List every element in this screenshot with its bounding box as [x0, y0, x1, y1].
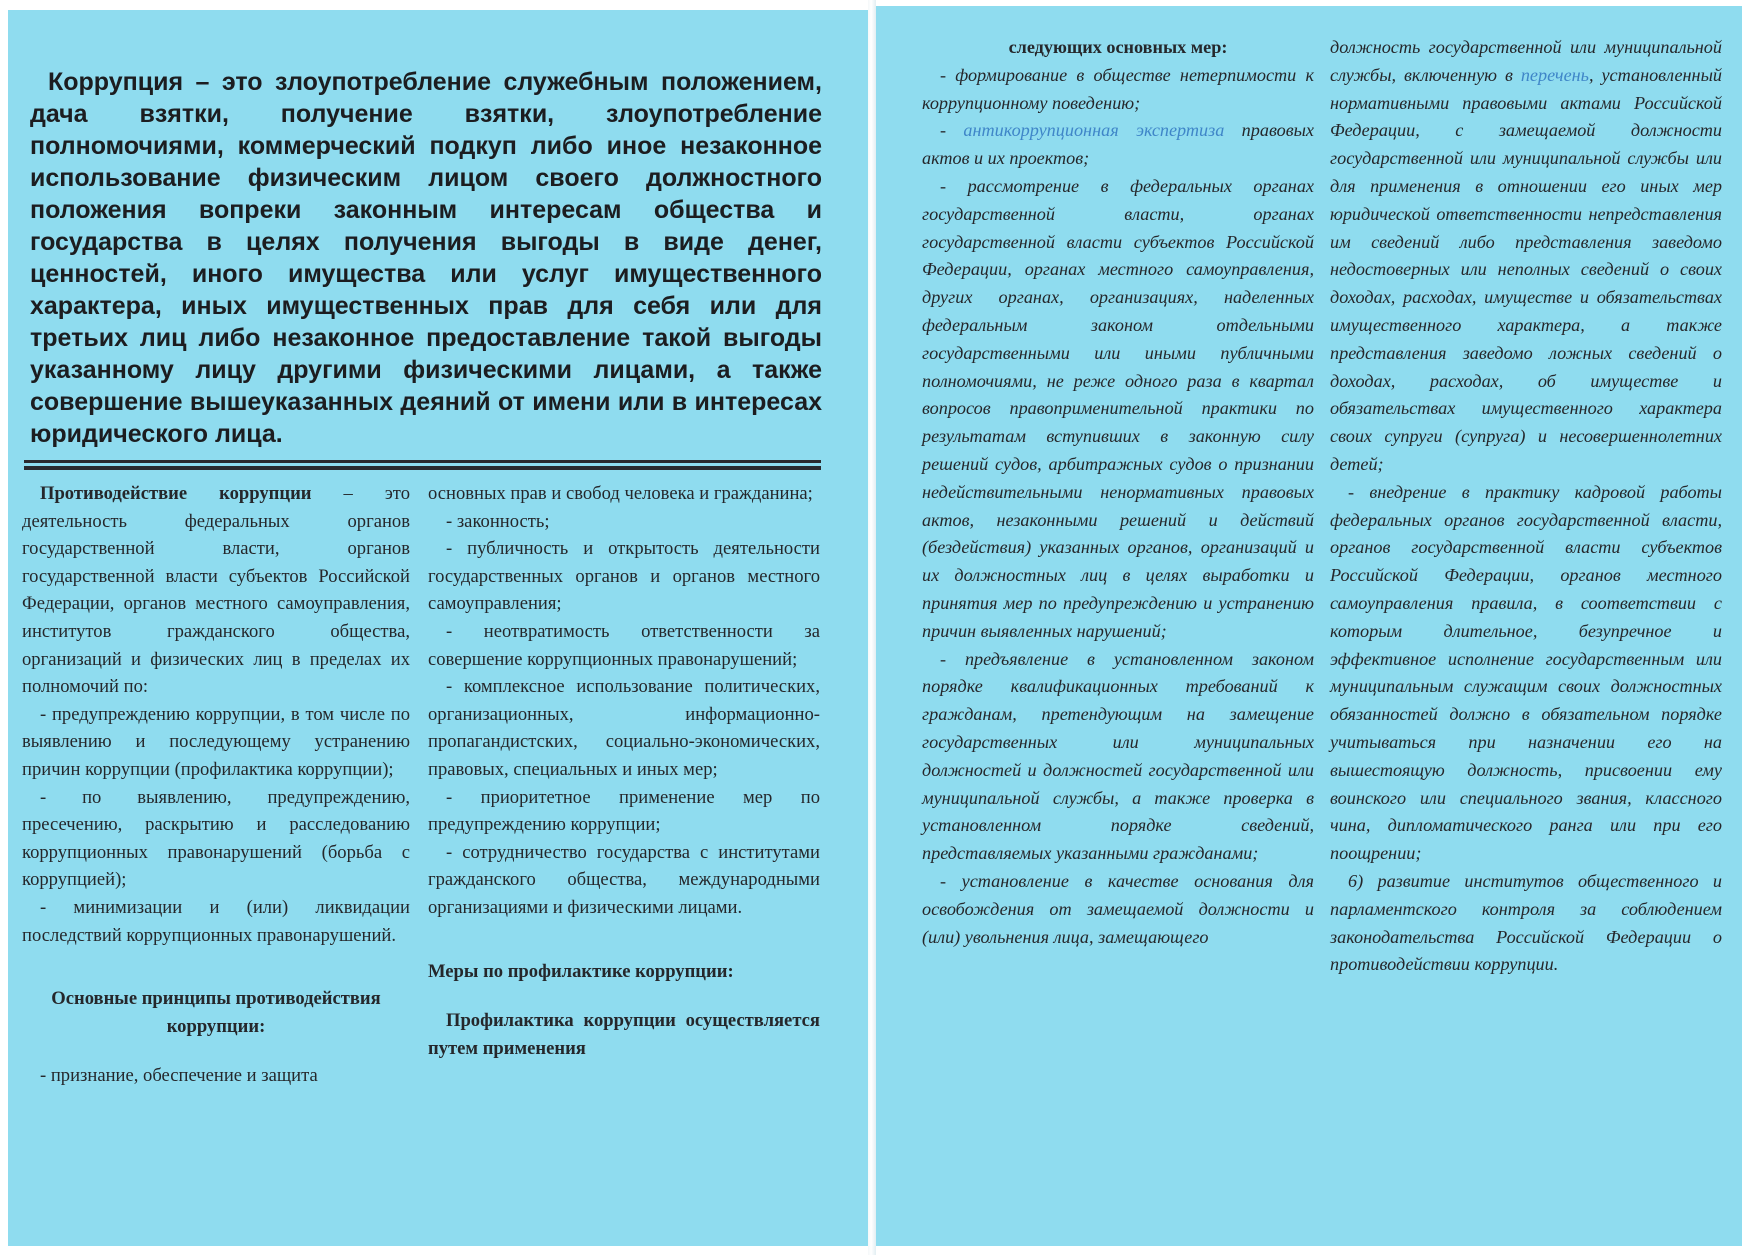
corruption-definition-text: – это злоупотребление служебным положением, дача взятки, получение взятки, злоупотребление полномочиями, коммерческий подкуп либо иное незаконное использование физическим лицом своего должностного положения вопреки законным интересам общества и государства в целях получения выгоды в виде денег, ценностей, иного имущества или услуг имущественного характера, иных имущественных прав для себя или для третьих лиц либо незаконное предоставление такой выгоды указанному лицу другими физическими лицами, а также совершение вышеуказанных деяний от имени или в интересах юридического лица. — [30, 68, 822, 448]
column-counteraction — [22, 480, 410, 1090]
prevention-intro-continuation: следующих основных мер: — [1008, 37, 1228, 57]
counteraction-item: - по выявлению, предупреждению, пресечению, раскрытию и расследованию коррупционных правонарушений (борьба с коррупцией); — [22, 786, 410, 891]
principle-item: - законность; — [446, 510, 550, 532]
prevention-item: - внедрение в практику кадровой работы федеральных органов государственной власти, органов государственной власти субъектов Российской Федерации, органов местного самоуправления правила, в соответствии с которым длительное, безупречное и эффективное исполнение государственным или муниципальным служащим своих должностных обязанностей должно в обязательном порядке учитываться при назначении его на вышестоящую должность, присвоении ему воинского или специального звания, классного чина, дипломатического ранга или при его поощрении; — [1330, 481, 1722, 864]
column-prevention-measures-continued — [1330, 34, 1722, 979]
prevention-intro: Профилактика коррупции осуществляется путем применения — [428, 1010, 820, 1059]
list-link[interactable]: перечень — [1520, 64, 1589, 85]
divider-line-bottom — [24, 466, 821, 470]
counteraction-definition: – это деятельность федеральных органов государственной власти, органов государственной власти субъектов Российской Федерации, органов местного самоуправления, институтов гражданского общества, организаций и физических лиц в пределах их полномочий по: — [22, 483, 410, 698]
prevention-item: - установление в качестве основания для освобождения от замещаемой должности и (или) увольнения лица, замещающего — [922, 870, 1314, 947]
principles-heading: Основные принципы противодействия коррупции: — [51, 988, 381, 1037]
counteraction-item: - предупреждению коррупции, в том числе по выявлению и последующему устранению причин коррупции (профилактика коррупции); — [22, 703, 410, 780]
divider-line-top — [24, 460, 821, 463]
prevention-item: - предъявление в установленном законом порядке квалификационных требований к гражданам, претендующим на замещение государственных или муниципальных должностей и должностей государственной или муниципальной службы, а также проверка в установленном порядке сведений, представляемых указанными гражданами; — [922, 648, 1314, 864]
principle-item: - неотвратимость ответственности за совершение коррупционных правонарушений; — [428, 620, 820, 670]
principle-item: - признание, обеспечение и защита — [40, 1065, 318, 1087]
principle-item: - сотрудничество государства с институтами гражданского общества, международными организациями и физическими лицами. — [428, 841, 820, 918]
column-principles — [428, 480, 820, 1062]
counteraction-term: Противодействие коррупции — [40, 483, 312, 504]
prevention-item-text: правовых актов и их проектов; — [922, 120, 1314, 169]
prevention-item-dash: - — [940, 120, 964, 141]
page-fold — [868, 0, 876, 1255]
counteraction-item: - минимизации и (или) ликвидации последствий коррупционных правонарушений. — [22, 896, 410, 946]
corruption-definition — [30, 66, 822, 450]
prevention-item: - формирование в обществе нетерпимости к коррупционному поведению; — [922, 64, 1314, 113]
principle-continuation: основных прав и свобод человека и гражданина; — [428, 483, 813, 504]
principle-item: - приоритетное применение мер по предупреждению коррупции; — [428, 786, 820, 836]
prevention-item-continuation: должность государственной или муниципальной службы, включенную в — [1330, 37, 1722, 85]
anticorruption-expertise-link[interactable]: антикоррупционная экспертиза — [963, 120, 1225, 141]
principle-item: - публичность и открытость деятельности государственных органов и органов местного самоуправления; — [428, 538, 820, 615]
prevention-heading: Меры по профилактике коррупции: — [428, 960, 734, 982]
column-prevention-measures — [922, 34, 1314, 951]
corruption-term: Коррупция — [48, 68, 184, 96]
principle-item: - комплексное использование политических, организационных, информационно-пропагандистских, социально-экономических, правовых, специальных и иных мер; — [428, 676, 820, 780]
prevention-item: - рассмотрение в федеральных органах государственной власти, органах государственной власти субъектов Российской Федерации, органах местного самоуправления, других органах, организациях, наделенных федеральным законом отдельными государственными или иными публичными полномочиями, не реже одного раза в квартал вопросов правоприменительной практики по результатам вступивших в законную силу решений судов, арбитражных судов о признании недействительными ненормативных правовых актов, незаконными решений и действий (бездействия) указанных органов, организаций и их должностных лиц в целях выработки и принятия мер по предупреждению и устранению причин выявленных нарушений; — [922, 175, 1314, 641]
prevention-item-continuation-rest: , установленный нормативными правовыми актами Российской Федерации, с замещаемой должности государственной или муниципальной службы или для применения в отношении его иных мер юридической ответственности непредставления им сведений либо представления заведомо недостоверных или неполных сведений о своих доходах, расходах, имуществе и обязательствах имущественного характера, а также представления заведомо ложных сведений о доходах, расходах, об имуществе и обязательствах имущественного характера своих супруги (супруга) и несовершеннолетних детей; — [1330, 64, 1722, 474]
prevention-item: 6) развитие институтов общественного и парламентского контроля за соблюдением законодательства Российской Федерации о противодействии коррупции. — [1330, 870, 1722, 975]
